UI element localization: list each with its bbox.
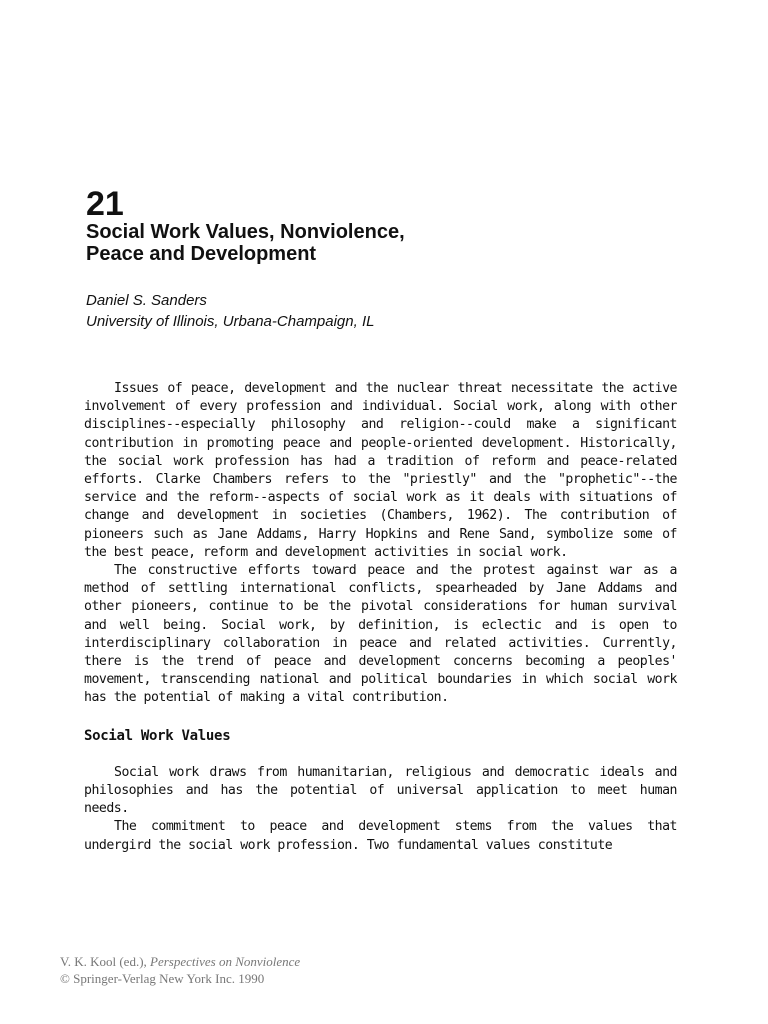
author-block (86, 290, 374, 332)
footer-citation-prefix: V. K. Kool (ed.), (60, 954, 151, 969)
chapter-title-line-1: Social Work Values, Nonviolence, (86, 221, 405, 243)
body-text (84, 380, 677, 855)
page-footer (60, 953, 300, 987)
paragraph-section-1: Social work draws from humanitarian, religious and democratic ideals and philosophies and has the potential of universal application to meet human needs. (84, 764, 677, 817)
footer-book-title: Perspectives on Nonviolence (150, 954, 301, 969)
chapter-number: 21 (86, 185, 124, 223)
section-heading: Social Work Values (84, 727, 231, 744)
footer-citation (60, 953, 300, 970)
chapter-title-line-2: Peace and Development (86, 243, 317, 265)
chapter-title (86, 221, 686, 265)
author-name: Daniel S. Sanders (86, 292, 207, 309)
author-affiliation: University of Illinois, Urbana-Champaign, IL (86, 313, 375, 330)
paragraph-intro-1: Issues of peace, development and the nuclear threat necessitate the active involvement of every profession and individual. Social work, along with other disciplines--especially philosophy and religion--could make a significant contribution in promoting peace and people-oriented development. Historically, the social work profession has had a tradition of reform and peace-related efforts. Clarke Chambers refers to the "priestly" and the "prophetic"--the service and the reform--aspects of social work as it deals with situations of change and development in societies (Chambers, 1962). The contribution of pioneers such as Jane Addams, Harry Hopkins and Rene Sand, symbolize some of the best peace, reform and development activities in social work. (84, 381, 677, 560)
footer-copyright: © Springer-Verlag New York Inc. 1990 (60, 971, 265, 986)
paragraph-section-2: The commitment to peace and development stems from the values that undergird the social work profession. Two fundamental values constitute (84, 819, 677, 853)
paragraph-intro-2: The constructive efforts toward peace and the protest against war as a method of settling international conflicts, spearheaded by Jane Addams and other pioneers, continue to be the pivotal considerations for human survival and well being. Social work, by definition, is eclectic and is open to interdisciplinary collaboration in peace and related activities. Currently, there is the trend of peace and development concerns becoming a peoples' movement, transcending national and political boundaries in which social work has the potential of making a vital contribution. (84, 563, 677, 706)
